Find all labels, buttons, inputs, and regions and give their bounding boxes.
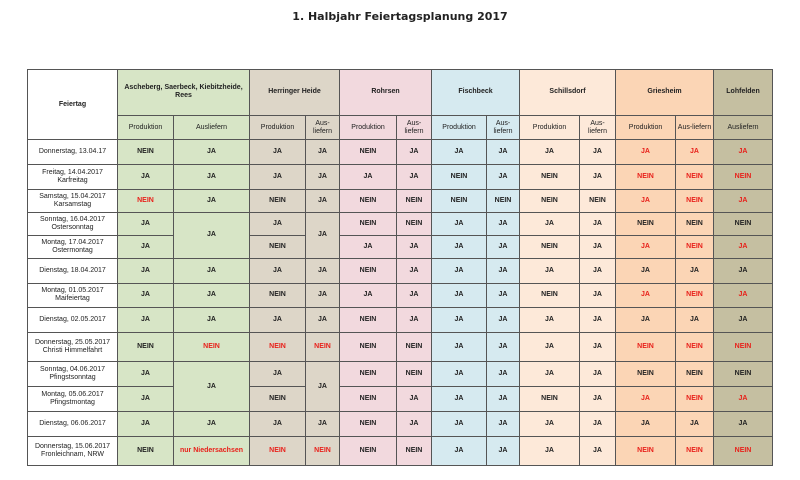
table-row (28, 140, 773, 165)
plan-cell: JA (676, 140, 714, 165)
plan-cell: NEIN (616, 333, 676, 362)
plan-cell: JA (118, 362, 174, 387)
plan-cell: NEIN (118, 436, 174, 465)
plan-cell: JA (174, 140, 250, 165)
plan-cell: JA (520, 213, 580, 236)
plan-cell: JA (174, 258, 250, 283)
plan-cell: JA (306, 213, 340, 259)
plan-cell: JA (340, 283, 397, 308)
plan-cell: JA (432, 258, 487, 283)
sub-header: Aus-liefern (487, 115, 520, 140)
table-row (28, 362, 773, 387)
sub-header: Produktion (616, 115, 676, 140)
plan-cell: JA (714, 235, 773, 258)
plan-cell: JA (487, 165, 520, 190)
plan-cell: JA (250, 362, 306, 387)
plan-cell: NEIN (118, 333, 174, 362)
plan-cell: NEIN (714, 333, 773, 362)
plan-cell: NEIN (340, 258, 397, 283)
plan-cell: NEIN (616, 436, 676, 465)
table-row (28, 283, 773, 308)
plan-cell: NEIN (340, 333, 397, 362)
plan-cell: NEIN (340, 387, 397, 412)
plan-cell: JA (580, 140, 616, 165)
plan-cell: JA (397, 140, 432, 165)
sub-header: Produktion (432, 115, 487, 140)
plan-cell: JA (306, 308, 340, 333)
holiday-date: Montag, 01.05.2017 Maifeiertag (28, 283, 118, 308)
plan-cell: JA (580, 165, 616, 190)
plan-cell: JA (118, 213, 174, 236)
plan-cell: JA (616, 308, 676, 333)
plan-cell: NEIN (340, 412, 397, 437)
sub-header: Ausliefern (174, 115, 250, 140)
plan-cell: JA (520, 333, 580, 362)
plan-cell: JA (174, 283, 250, 308)
sub-header: Produktion (520, 115, 580, 140)
plan-cell: JA (432, 436, 487, 465)
table-row (28, 308, 773, 333)
plan-cell: JA (432, 235, 487, 258)
location-header: Ascheberg, Saerbeck, Kiebitzheide, Rees (118, 70, 250, 116)
plan-cell: JA (714, 140, 773, 165)
plan-cell: JA (676, 308, 714, 333)
plan-cell: JA (487, 362, 520, 387)
plan-cell: NEIN (306, 333, 340, 362)
plan-cell: JA (432, 362, 487, 387)
holiday-date: Dienstag, 02.05.2017 (28, 308, 118, 333)
page-title: 1. Halbjahr Feiertagsplanung 2017 (292, 10, 508, 23)
holiday-date: Freitag, 14.04.2017 Karfreitag (28, 165, 118, 190)
plan-cell: JA (340, 235, 397, 258)
plan-cell: JA (397, 258, 432, 283)
plan-cell: NEIN (340, 190, 397, 213)
plan-cell: JA (397, 165, 432, 190)
plan-cell: JA (676, 258, 714, 283)
plan-cell: NEIN (118, 190, 174, 213)
plan-cell: NEIN (580, 190, 616, 213)
sub-header: Aus-liefern (306, 115, 340, 140)
plan-cell: JA (676, 412, 714, 437)
plan-cell: NEIN (432, 190, 487, 213)
plan-cell: JA (432, 213, 487, 236)
plan-cell: JA (174, 412, 250, 437)
plan-cell: JA (487, 412, 520, 437)
plan-cell: JA (306, 362, 340, 412)
plan-cell: JA (487, 436, 520, 465)
plan-cell: JA (616, 190, 676, 213)
plan-cell: JA (714, 283, 773, 308)
plan-cell: NEIN (397, 213, 432, 236)
holiday-date: Donnerstag, 15.06.2017 Fronleichnam, NRW (28, 436, 118, 465)
plan-cell: JA (580, 362, 616, 387)
plan-cell: JA (714, 308, 773, 333)
plan-cell: JA (520, 362, 580, 387)
location-header: Griesheim (616, 70, 714, 116)
plan-cell: JA (580, 333, 616, 362)
table-row (28, 412, 773, 437)
plan-cell: JA (487, 140, 520, 165)
plan-cell: NEIN (487, 190, 520, 213)
holiday-date: Samstag, 15.04.2017 Karsamstag (28, 190, 118, 213)
plan-cell: NEIN (250, 436, 306, 465)
plan-cell: NEIN (520, 165, 580, 190)
table-row (28, 387, 773, 412)
plan-cell: JA (306, 190, 340, 213)
plan-cell: NEIN (118, 140, 174, 165)
plan-cell: NEIN (676, 362, 714, 387)
plan-cell: JA (306, 165, 340, 190)
plan-cell: NEIN (397, 333, 432, 362)
plan-cell: JA (580, 436, 616, 465)
plan-cell: NEIN (676, 190, 714, 213)
plan-cell: NEIN (340, 436, 397, 465)
plan-cell: NEIN (714, 165, 773, 190)
plan-cell: NEIN (250, 283, 306, 308)
plan-cell: JA (250, 165, 306, 190)
holiday-date: Montag, 05.06.2017 Pfingstmontag (28, 387, 118, 412)
plan-cell: JA (616, 283, 676, 308)
plan-cell: NEIN (676, 283, 714, 308)
plan-cell: NEIN (676, 165, 714, 190)
sub-header: Produktion (250, 115, 306, 140)
plan-cell: NEIN (174, 333, 250, 362)
plan-cell: JA (487, 235, 520, 258)
plan-cell: NEIN (676, 387, 714, 412)
holiday-date: Dienstag, 18.04.2017 (28, 258, 118, 283)
feiertag-header: Feiertag (28, 70, 118, 140)
plan-cell: JA (174, 308, 250, 333)
plan-cell: JA (432, 140, 487, 165)
plan-cell: JA (118, 283, 174, 308)
plan-cell: JA (397, 235, 432, 258)
holiday-date: Montag, 17.04.2017 Ostermontag (28, 235, 118, 258)
plan-cell: JA (432, 387, 487, 412)
holiday-plan-table (27, 69, 773, 466)
plan-cell: NEIN (340, 308, 397, 333)
plan-cell: JA (580, 213, 616, 236)
location-header: Schillsdorf (520, 70, 616, 116)
table-row (28, 235, 773, 258)
plan-cell: JA (487, 213, 520, 236)
plan-cell: JA (397, 387, 432, 412)
plan-cell: JA (487, 387, 520, 412)
plan-cell: JA (174, 213, 250, 259)
plan-cell: JA (580, 308, 616, 333)
plan-cell: NEIN (340, 213, 397, 236)
table-row (28, 165, 773, 190)
plan-cell: NEIN (250, 333, 306, 362)
plan-cell: JA (714, 190, 773, 213)
table-row (28, 258, 773, 283)
holiday-date: Donnerstag, 13.04.17 (28, 140, 118, 165)
holiday-date: Sonntag, 04.06.2017 Pfingstsonntag (28, 362, 118, 387)
plan-cell: JA (616, 387, 676, 412)
location-header: Lohfelden (714, 70, 773, 116)
plan-cell: JA (118, 258, 174, 283)
plan-cell: JA (714, 258, 773, 283)
plan-cell: NEIN (520, 283, 580, 308)
plan-cell: JA (174, 165, 250, 190)
plan-cell: NEIN (250, 190, 306, 213)
plan-cell: JA (580, 283, 616, 308)
plan-cell: NEIN (250, 235, 306, 258)
plan-cell: JA (118, 412, 174, 437)
location-header: Rohrsen (340, 70, 432, 116)
plan-cell: NEIN (397, 436, 432, 465)
table-row (28, 190, 773, 213)
plan-cell: JA (520, 140, 580, 165)
plan-cell: NEIN (616, 362, 676, 387)
holiday-date: Sonntag, 16.04.2017 Ostersonntag (28, 213, 118, 236)
plan-cell: JA (520, 308, 580, 333)
sub-header: Aus-liefern (580, 115, 616, 140)
table-row (28, 436, 773, 465)
plan-cell: JA (118, 387, 174, 412)
plan-cell: NEIN (432, 165, 487, 190)
plan-cell: NEIN (397, 190, 432, 213)
plan-cell: JA (487, 258, 520, 283)
location-header: Fischbeck (432, 70, 520, 116)
plan-cell: NEIN (520, 387, 580, 412)
plan-cell: NEIN (676, 436, 714, 465)
plan-cell: NEIN (520, 235, 580, 258)
sub-header: Aus-liefern (397, 115, 432, 140)
plan-cell: JA (714, 387, 773, 412)
plan-cell: JA (306, 258, 340, 283)
plan-cell: JA (250, 412, 306, 437)
sub-header: Produktion (340, 115, 397, 140)
holiday-date: Donnerstag, 25.05.2017 Christi Himmelfahrt (28, 333, 118, 362)
plan-cell: JA (250, 213, 306, 236)
plan-cell: NEIN (676, 333, 714, 362)
plan-cell: JA (397, 308, 432, 333)
plan-cell: NEIN (616, 213, 676, 236)
plan-cell: JA (580, 412, 616, 437)
plan-cell: JA (487, 308, 520, 333)
plan-cell: NEIN (397, 362, 432, 387)
plan-cell: NEIN (520, 190, 580, 213)
sub-header: Aus-liefern (676, 115, 714, 140)
plan-cell: JA (580, 387, 616, 412)
plan-cell: JA (397, 412, 432, 437)
plan-cell: JA (118, 308, 174, 333)
plan-cell: JA (432, 283, 487, 308)
holiday-date: Dienstag, 06.06.2017 (28, 412, 118, 437)
plan-cell: JA (306, 283, 340, 308)
plan-cell: NEIN (306, 436, 340, 465)
plan-cell: JA (580, 235, 616, 258)
table-row (28, 333, 773, 362)
location-header: Herringer Heide (250, 70, 340, 116)
plan-cell: JA (714, 412, 773, 437)
plan-cell: NEIN (714, 362, 773, 387)
plan-cell: JA (616, 235, 676, 258)
plan-cell: JA (174, 362, 250, 412)
plan-cell: NEIN (714, 436, 773, 465)
plan-cell: JA (306, 412, 340, 437)
plan-cell: JA (432, 412, 487, 437)
plan-cell: NEIN (616, 165, 676, 190)
plan-cell: NEIN (676, 235, 714, 258)
table-row (28, 213, 773, 236)
plan-cell: JA (616, 258, 676, 283)
plan-cell: JA (580, 258, 616, 283)
plan-cell: JA (520, 436, 580, 465)
plan-cell: NEIN (340, 362, 397, 387)
plan-cell: NEIN (340, 140, 397, 165)
plan-cell: JA (250, 308, 306, 333)
plan-cell: JA (118, 165, 174, 190)
plan-cell: JA (487, 283, 520, 308)
plan-cell: JA (340, 165, 397, 190)
plan-cell: JA (487, 333, 520, 362)
plan-cell: JA (250, 140, 306, 165)
plan-cell: JA (520, 412, 580, 437)
plan-cell: JA (174, 190, 250, 213)
plan-cell: JA (306, 140, 340, 165)
plan-cell: JA (616, 412, 676, 437)
sub-header: Produktion (118, 115, 174, 140)
plan-cell: JA (397, 283, 432, 308)
plan-cell: JA (616, 140, 676, 165)
plan-cell: NEIN (714, 213, 773, 236)
plan-cell: JA (432, 308, 487, 333)
plan-cell: NEIN (250, 387, 306, 412)
plan-cell: NEIN (676, 213, 714, 236)
plan-cell: JA (432, 333, 487, 362)
plan-cell: JA (520, 258, 580, 283)
plan-cell: JA (118, 235, 174, 258)
plan-cell: nur Niedersachsen (174, 436, 250, 465)
sub-header: Ausliefern (714, 115, 773, 140)
plan-cell: JA (250, 258, 306, 283)
